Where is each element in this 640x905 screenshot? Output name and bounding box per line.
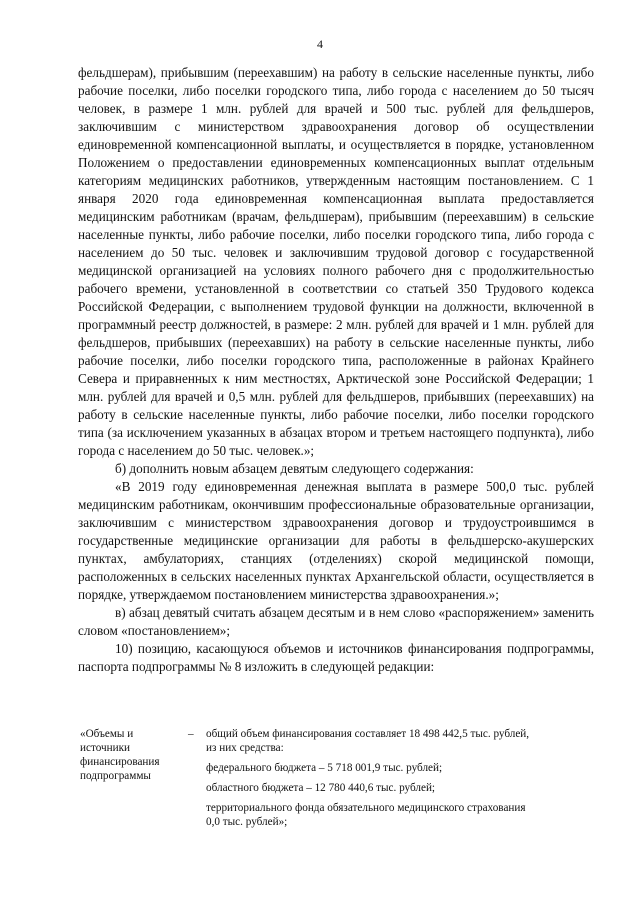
passport-item-line: 0,0 тыс. рублей»;: [206, 816, 288, 828]
passport-item-total: [206, 727, 596, 755]
passport-item-regional: [206, 781, 596, 795]
passport-items: [206, 727, 596, 835]
passport-label: «Объемы и источники финансирования подпрограммы: [80, 728, 160, 782]
passport-dash: –: [188, 728, 194, 740]
passport-item-line: общий объем финансирования составляет 18 498 442,5 тыс. рублей,: [206, 728, 530, 740]
document-body: [78, 64, 594, 676]
paragraph-item-v: в) абзац девятый считать абзацем десятым и в нем слово «распоряжением» заменить словом «постановлением»;: [78, 605, 594, 638]
passport-item-line: территориального фонда обязательного медицинского страхования: [206, 802, 526, 814]
paragraph-item-10: 10) позицию, касающуюся объемов и источников финансирования подпрограммы, паспорта подпрограммы № 8 изложить в следующей редакции:: [78, 641, 594, 674]
passport-item-federal: [206, 761, 596, 775]
passport-item-fund: [206, 801, 596, 829]
page-number: 4: [317, 37, 323, 51]
passport-item-line: областного бюджета – 12 780 440,6 тыс. рублей;: [206, 782, 436, 794]
paragraph-quote-2019: «В 2019 году единовременная денежная выплата в размере 500,0 тыс. рублей медицинским работникам, окончившим профессиональные образовательные организации, заключившим с министерством здравоохранения договор и трудоустроившимся в государственные медицинские организации для работы в фельдшерско-акушерских пунктах, амбулаториях, станциях (отделениях) скорой медицинской помощи, расположенных в сельских населенных пунктах Архангельской области, осуществляется в порядке, утверждаемом постановлением министерства здравоохранения.»;: [78, 479, 594, 602]
passport-item-line: федерального бюджета – 5 718 001,9 тыс. рублей;: [206, 762, 443, 774]
passport-item-line: из них средства:: [206, 742, 284, 754]
paragraph-continuation: фельдшерам), прибывшим (переехавшим) на работу в сельские населенные пункты, либо рабочие поселки, либо поселки городского типа, либо города с населением до 50 тысяч человек, в размере 1 млн. рублей для врачей и 500 тыс. рублей для фельдшеров, заключившим с министерством здравоохранения договор об осуществлении единовременной компенсационной выплаты, и осуществляется в порядке, установленном Положением о предоставлении единовременных компенсационных выплат отдельным категориям медицинских работников, утвержденным настоящим постановлением. С 1 января 2020 года единовременная компенсационная выплата предоставляется медицинским работникам (врачам, фельдшерам), прибывшим (переехавшим) в сельские населенные пункты, либо рабочие поселки, либо поселки городского типа, либо города с населением до 50 тыс. человек и заключившим трудовой договор с государственной медицинской организацией на условиях полного рабочего дня с продолжительностью рабочего времени, установленной в соответствии со статьей 350 Трудового кодекса Российской Федерации, с выполнением трудовой функции на должности, включенной в программный реестр должностей, в размере: 2 млн. рублей для врачей и 1 млн. рублей для фельдшеров, прибывших (переехавших) на работу в сельские населенные пункты, либо рабочие поселки, либо поселки городского типа, расположенные в районах Крайнего Севера и приравненных к ним местностях, Арктической зоне Российской Федерации; 1 млн. рублей для врачей и 0,5 млн. рублей для фельдшеров, прибывших (переехавших) на работу в сельские населенные пункты, либо рабочие поселки, либо поселки городского типа (за исключением указанных в абзацах втором и третьем настоящего подпункта), либо города с населением до 50 тыс. человек.»;: [78, 65, 594, 458]
paragraph-item-b: б) дополнить новым абзацем девятым следующего содержания:: [115, 461, 474, 476]
